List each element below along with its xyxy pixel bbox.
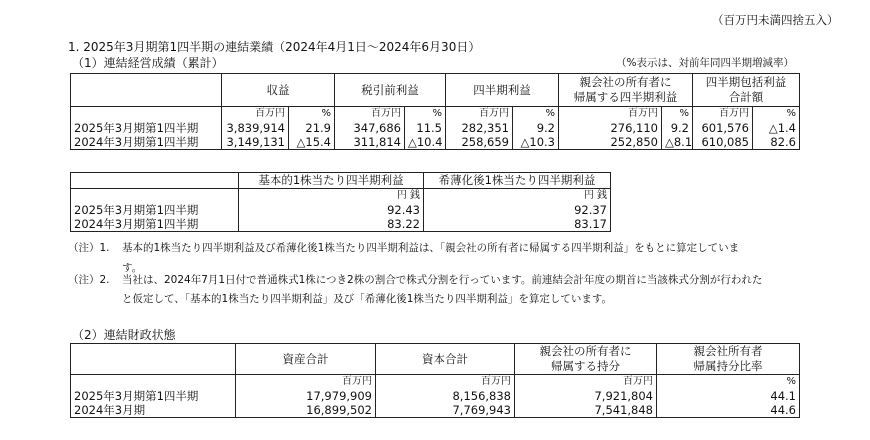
section-title: 1. 2025年3月期第1四半期の連結業績（2024年4月1日～2024年6月30日） (68, 40, 481, 54)
cell: 7,769,943 (376, 403, 515, 418)
header-quarterly-profit: 四半期利益 (446, 74, 559, 107)
header-owners-profit: 親会社の所有者に 帰属する四半期利益 (559, 74, 693, 107)
cell: 92.43 (239, 203, 424, 217)
rounding-note: （百万円未満四捨五入） (712, 13, 839, 27)
table-row (71, 403, 800, 418)
note-2-prefix: （注）2. (68, 274, 110, 286)
cell: 44.6 (657, 403, 800, 418)
header-diluted-eps: 希薄化後1株当たり四半期利益 (424, 173, 611, 189)
table-row (71, 389, 800, 403)
unit: % (513, 107, 559, 122)
unit: 百万円 (222, 107, 289, 122)
unit: % (289, 107, 335, 122)
table-row (71, 217, 611, 232)
cell: 610,085 (693, 135, 753, 150)
header-row (71, 74, 800, 107)
percent-note: （%表示は、対前年同四半期増減率） (616, 57, 794, 69)
unit: 百万円 (693, 107, 753, 122)
unit: 百万円 (446, 107, 513, 122)
unit: 百万円 (236, 375, 376, 390)
cell: △1.4 (753, 121, 800, 135)
cell: 3,839,914 (222, 121, 289, 135)
cell: 9.2 (662, 121, 693, 135)
cell: △10.4 (405, 135, 446, 150)
unit-row (71, 107, 800, 122)
note-2-line2: と仮定して、「基本的1株当たり四半期利益」及び「希薄化後1株当たり四半期利益」を算定しています。 (122, 293, 613, 305)
cell: 44.1 (657, 389, 800, 403)
cell: 3,149,131 (222, 135, 289, 150)
unit: 百万円 (559, 107, 662, 122)
cell: 11.5 (405, 121, 446, 135)
table-row (71, 121, 800, 135)
table-row (71, 135, 800, 150)
note-1-line2: す。 (122, 262, 143, 274)
header-row (71, 173, 611, 189)
cell: 83.22 (239, 217, 424, 232)
unit: 円 銭 (424, 189, 611, 204)
cell: 17,979,909 (236, 389, 376, 403)
cell: 83.17 (424, 217, 611, 232)
cell: 16,899,502 (236, 403, 376, 418)
subsection-title-results: （1）連結経営成績（累計） (72, 56, 224, 70)
eps-table (70, 172, 611, 232)
cell: 282,351 (446, 121, 513, 135)
unit: % (405, 107, 446, 122)
financial-position-table (70, 343, 800, 418)
cell: 252,850 (559, 135, 662, 150)
row-label: 2024年3月期第1四半期 (71, 217, 239, 232)
cell: 311,814 (335, 135, 405, 150)
header-owners-equity: 親会社の所有者に 帰属する持分 (515, 344, 657, 375)
row-label: 2025年3月期第1四半期 (71, 389, 236, 403)
unit: 百万円 (515, 375, 657, 390)
cell: 601,576 (693, 121, 753, 135)
unit: 円 銭 (239, 189, 424, 204)
subsection-title-financial: （2）連結財政状態 (72, 328, 176, 342)
header-total-assets: 資産合計 (236, 344, 376, 375)
cell: △8.1 (662, 135, 693, 150)
cell: 258,659 (446, 135, 513, 150)
table-row (71, 203, 611, 217)
header-revenue: 収益 (222, 74, 335, 107)
cell: 9.2 (513, 121, 559, 135)
unit: % (753, 107, 800, 122)
cell: △10.3 (513, 135, 559, 150)
cell: 21.9 (289, 121, 335, 135)
operating-results-table (70, 73, 800, 150)
note-1-prefix: （注）1. (68, 242, 110, 254)
header-equity-ratio: 親会社所有者 帰属持分比率 (657, 344, 800, 375)
unit: % (662, 107, 693, 122)
header-comprehensive-income: 四半期包括利益 合計額 (693, 74, 800, 107)
unit: 百万円 (335, 107, 405, 122)
row-label: 2024年3月期第1四半期 (71, 135, 222, 150)
cell: 347,686 (335, 121, 405, 135)
cell: △15.4 (289, 135, 335, 150)
unit-row (71, 375, 800, 390)
header-pretax-profit: 税引前利益 (335, 74, 446, 107)
unit: % (657, 375, 800, 390)
note-1-line1: 基本的1株当たり四半期利益及び希薄化後1株当たり四半期利益は、「親会社の所有者に帰属する四半期利益」をもとに算定していま (122, 242, 740, 254)
cell: 82.6 (753, 135, 800, 150)
cell: 92.37 (424, 203, 611, 217)
header-row (71, 344, 800, 375)
cell: 276,110 (559, 121, 662, 135)
cell: 7,541,848 (515, 403, 657, 418)
row-label: 2025年3月期第1四半期 (71, 121, 222, 135)
note-2-line1: 当社は、2024年7月1日付で普通株式1株につき2株の割合で株式分割を行っています。前連結会計年度の期首に当該株式分割が行われた (122, 274, 763, 286)
row-label: 2025年3月期第1四半期 (71, 203, 239, 217)
unit-row (71, 189, 611, 204)
header-total-equity: 資本合計 (376, 344, 515, 375)
cell: 8,156,838 (376, 389, 515, 403)
unit: 百万円 (376, 375, 515, 390)
header-basic-eps: 基本的1株当たり四半期利益 (239, 173, 424, 189)
row-label: 2024年3月期 (71, 403, 236, 418)
cell: 7,921,804 (515, 389, 657, 403)
